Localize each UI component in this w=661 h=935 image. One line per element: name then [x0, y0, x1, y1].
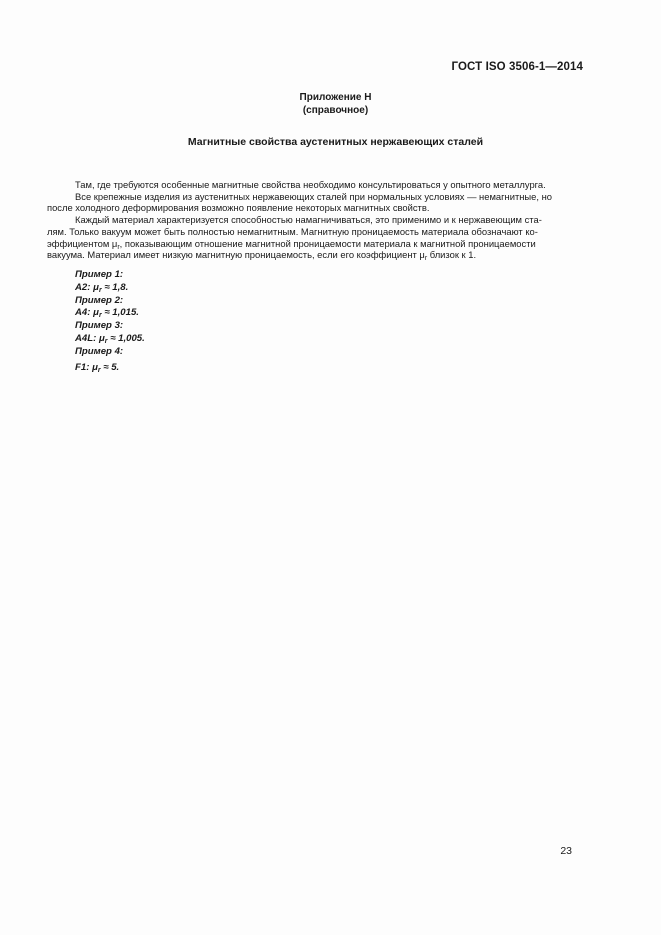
example-number: ≈ 1,005.: [110, 332, 145, 344]
example-label: Пример 1:: [75, 269, 124, 280]
example-grade: A4L:: [75, 332, 97, 344]
example-grade: F1:: [75, 361, 90, 373]
appendix-title: Приложение Н: [299, 92, 372, 103]
mu-symbol: μ: [93, 307, 99, 319]
paragraph-line: Там, где требуются особенные магнитные свойства необходимо консультироваться у опытного металлурга.: [75, 179, 546, 190]
example-label: Пример 2:: [75, 294, 124, 306]
paragraph: [75, 179, 583, 191]
mu-subscript: r: [98, 312, 102, 320]
example-number: ≈ 1,8.: [104, 281, 129, 293]
body-text: [47, 179, 583, 263]
mu-subscript: r: [104, 337, 108, 345]
section-title: Магнитные свойства аустенитных нержавеющих сталей: [187, 136, 484, 148]
examples-list: [75, 269, 145, 374]
example-number: ≈ 5.: [103, 361, 120, 373]
example-label: Пример 3:: [75, 320, 124, 332]
paragraph-line: лям. Только вакуум может быть полностью немагнитным. Магнитную проницаемость материала обозначают ко-: [47, 225, 538, 237]
mu-symbol: μ: [99, 332, 105, 344]
example-label: Пример 4:: [75, 345, 124, 357]
paragraph: [47, 190, 583, 214]
example-value: [75, 362, 145, 375]
example-value: [75, 307, 145, 320]
example-value: [75, 282, 145, 295]
paragraph-line: Все крепежные изделия из аустенитных нержавеющих сталей при нормальных условиях — немагнитные, но: [75, 190, 552, 202]
paragraph-line: после холодного деформирования возможно появление некоторых магнитных свойств.: [47, 202, 430, 214]
paragraph-line: Каждый материал характеризуется способностью намагничиваться, это применимо и к нержавеющим ста-: [75, 214, 542, 226]
mu-symbol: μ: [92, 361, 98, 373]
example-grade: A2:: [75, 281, 91, 293]
paragraph-line: эффициентом $\mu_r$, показывающим отношение магнитной проницаемости материала к магнитной проницаемости: [47, 237, 536, 251]
paragraph-line: вакуума. Материал имеет низкую магнитную проницаемость, если его коэффициент $\mu_r$ близок к 1.: [47, 249, 477, 263]
document-code: ГОСТ ISO 3506-1—2014: [451, 61, 583, 73]
appendix-subtitle: (справочное): [302, 105, 369, 116]
example-grade: A4:: [75, 307, 91, 319]
example-number: ≈ 1,015.: [104, 307, 139, 319]
mu-subscript: r: [98, 286, 102, 294]
mu-symbol: μ: [93, 281, 99, 293]
mu-subscript: r: [97, 366, 101, 374]
paragraph: [47, 214, 583, 263]
example-value: [75, 333, 145, 346]
page-number: 23: [560, 845, 572, 857]
